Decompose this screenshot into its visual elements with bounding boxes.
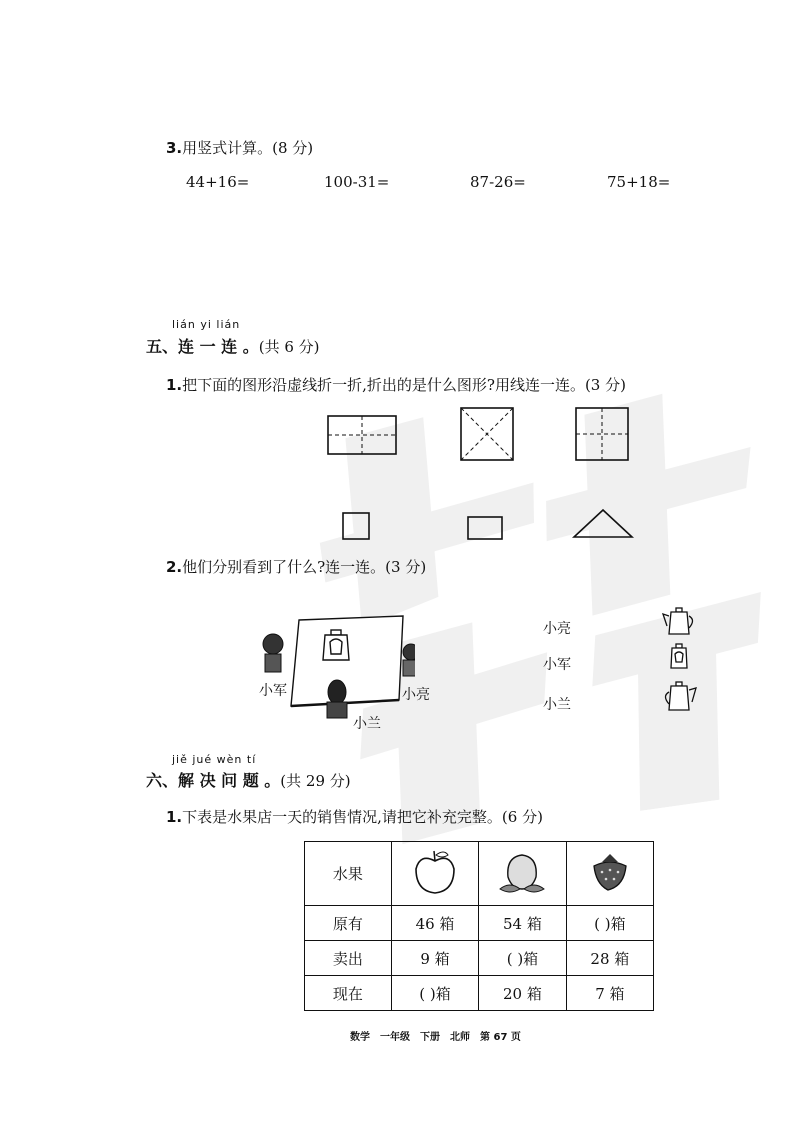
- section-6-pinyin: jiě jué wèn tí: [172, 753, 257, 766]
- teapot-side-view-icon: [663, 608, 693, 634]
- section-5-points: (共 6 分): [258, 338, 320, 356]
- s5-question-1: [166, 374, 626, 395]
- table-cell: ( )箱: [566, 906, 653, 941]
- row-label: 卖出: [305, 941, 392, 976]
- table-cell: 9 箱: [391, 941, 478, 976]
- row-label: 原有: [305, 906, 392, 941]
- scene-name-xiaoliang: 小亮: [402, 687, 430, 703]
- table-cell: 46 箱: [391, 906, 478, 941]
- girl-xiaolan: [327, 680, 347, 718]
- view-name-3: 小兰: [543, 697, 571, 713]
- table-cell: 28 箱: [566, 941, 653, 976]
- equation-2: 100-31=: [324, 173, 390, 191]
- question-number: 1.: [166, 808, 183, 826]
- boy-xiaoliang: [403, 644, 415, 676]
- teapot-back-view-icon: [666, 682, 697, 710]
- table-cell: ( )箱: [479, 941, 566, 976]
- scene-name-xiaojun: 小军: [259, 683, 287, 699]
- section-6-title: [146, 768, 351, 791]
- peach-icon: [479, 842, 566, 906]
- equation-4: 75+18=: [607, 173, 671, 191]
- strawberry-icon: [566, 842, 653, 906]
- question-text: 下表是水果店一天的销售情况,请把它补充完整。(6 分): [182, 808, 543, 826]
- view-name-2: 小军: [543, 657, 571, 673]
- result-small-square: [343, 513, 369, 539]
- table-top: [291, 616, 403, 706]
- header-label: 水果: [305, 842, 392, 906]
- table-row: [305, 941, 654, 976]
- question-number: 3.: [166, 139, 183, 157]
- section-5-pinyin: lián yi lián: [172, 318, 241, 331]
- fold-rectangle: [328, 416, 396, 454]
- section-6-points: (共 29 分): [280, 772, 351, 790]
- section-5-title: [146, 334, 320, 357]
- equation-3: 87-26=: [470, 173, 526, 191]
- question-3: [166, 137, 313, 158]
- fold-square-cross: [576, 408, 628, 460]
- table-header-row: [305, 842, 654, 906]
- table-cell: ( )箱: [391, 976, 478, 1011]
- section-5-heading: 五、连 一 连 。: [146, 337, 259, 356]
- fold-square-diagonals: [461, 408, 513, 460]
- question-text: 他们分别看到了什么?连一连。(3 分): [182, 558, 427, 576]
- apple-icon: [391, 842, 478, 906]
- fruit-sales-table: [304, 841, 654, 1011]
- table-cell: 7 箱: [566, 976, 653, 1011]
- scene-name-xiaolan: 小兰: [353, 716, 381, 732]
- question-text: 把下面的图形沿虚线折一折,折出的是什么图形?用线连一连。(3 分): [182, 376, 626, 394]
- boy-xiaojun: [263, 634, 283, 672]
- question-number: 1.: [166, 376, 183, 394]
- folding-shapes: [320, 400, 650, 550]
- row-label: 现在: [305, 976, 392, 1011]
- teapot-views: [660, 606, 700, 718]
- result-triangle: [574, 510, 632, 537]
- view-name-1: 小亮: [543, 621, 571, 637]
- teapot-scene: [255, 612, 415, 722]
- s5-question-2: [166, 556, 426, 577]
- teapot-front-view-icon: [671, 644, 687, 668]
- s6-question-1: [166, 806, 543, 827]
- table-cell: 54 箱: [479, 906, 566, 941]
- result-rectangle: [468, 517, 502, 539]
- question-text: 用竖式计算。(8 分): [182, 139, 314, 157]
- table-row: [305, 976, 654, 1011]
- table-row: [305, 906, 654, 941]
- question-number: 2.: [166, 558, 183, 576]
- section-6-heading: 六、解 决 问 题 。: [146, 771, 281, 790]
- page-footer: 数学 一年级 下册 北师 第 67 页: [350, 1032, 521, 1043]
- teapot-icon: [323, 630, 349, 660]
- table-cell: 20 箱: [479, 976, 566, 1011]
- equation-1: 44+16=: [186, 173, 250, 191]
